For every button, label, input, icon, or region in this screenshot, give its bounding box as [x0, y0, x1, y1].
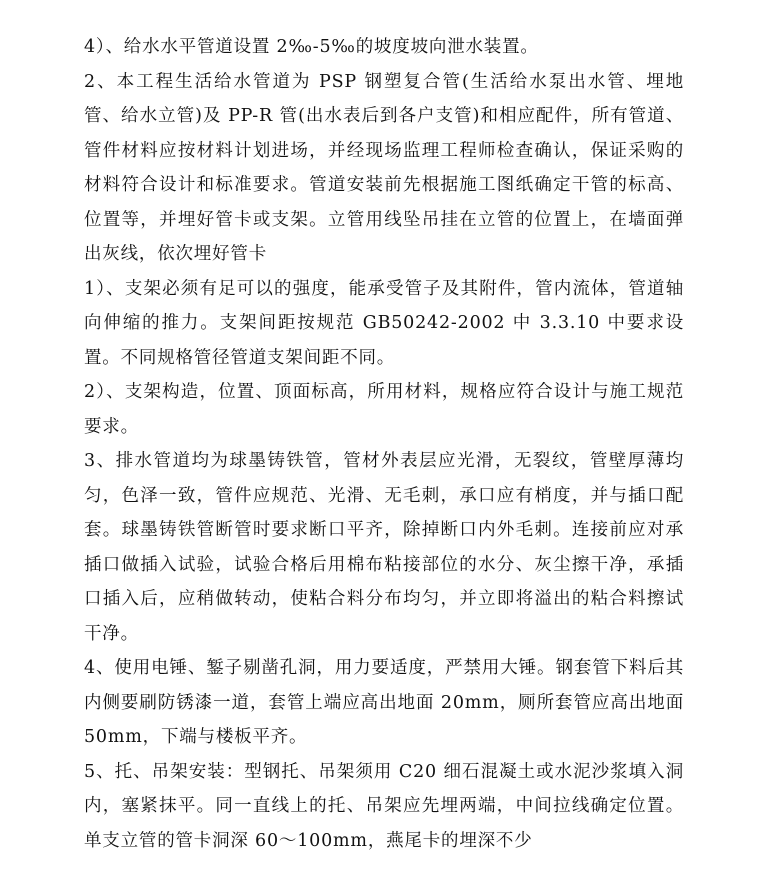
paragraph-water-supply-pipes: 2、本工程生活给水管道为 PSP 钢塑复合管(生活给水泵出水管、埋地管、给水立管)及 PP-R 管(出水表后到各户支管)和相应配件，所有管道、管件材料应按材料计划进场，并经现场监理工程师检查确认，保证采购的材料符合设计和标准要求。管道安装前先根据施工图纸确定干管的标高、位置等，并埋好管卡或支架。立管用线坠吊挂在立管的位置上，在墙面弹出灰线，依次埋好管卡 — [84, 71, 684, 264]
document-body — [84, 30, 684, 858]
paragraph-support-strength: 1）、支架必须有足可以的强度，能承受管子及其附件，管内流体，管道轴向伸缩的推力。支架间距按规范 GB50242-2002 中 3.3.10 中要求设置。不同规格管径管道支架间距不同。 — [84, 278, 684, 368]
paragraph-drain-pipes: 3、排水管道均为球墨铸铁管，管材外表层应光滑，无裂纹，管壁厚薄均匀，色泽一致，管件应规范、光滑、无毛刺，承口应有梢度，并与插口配套。球墨铸铁管断管时要求断口平齐，除掉断口内外毛刺。连接前应对承插口做插入试验，试验合格后用棉布粘接部位的水分、灰尘擦干净，承插口插入后，应稍做转动，使粘合料分布均匀，并立即将溢出的粘合料擦试干净。 — [84, 451, 684, 644]
paragraph-drainage-slope: 4）、给水水平管道设置 2‰-5‰的坡度坡向泄水装置。 — [84, 37, 539, 57]
paragraph-bracket-installation: 5、托、吊架安装：型钢托、吊架须用 C20 细石混凝土或水泥沙浆填入洞内，塞紧抹平。同一直线上的托、吊架应先埋两端，中间拉线确定位置。单支立管的管卡洞深 60～100mm，燕尾卡的埋深不少 — [84, 761, 684, 851]
paragraph-drilling-sleeves: 4、使用电锤、錾子剔凿孔洞，用力要适度，严禁用大锤。钢套管下料后其内侧要刷防锈漆一道，套管上端应高出地面 20mm，厕所套管应高出地面 50mm，下端与楼板平齐。 — [84, 658, 684, 747]
paragraph-support-construction: 2）、支架构造，位置、顶面标高，所用材料，规格应符合设计与施工规范要求。 — [84, 382, 684, 437]
